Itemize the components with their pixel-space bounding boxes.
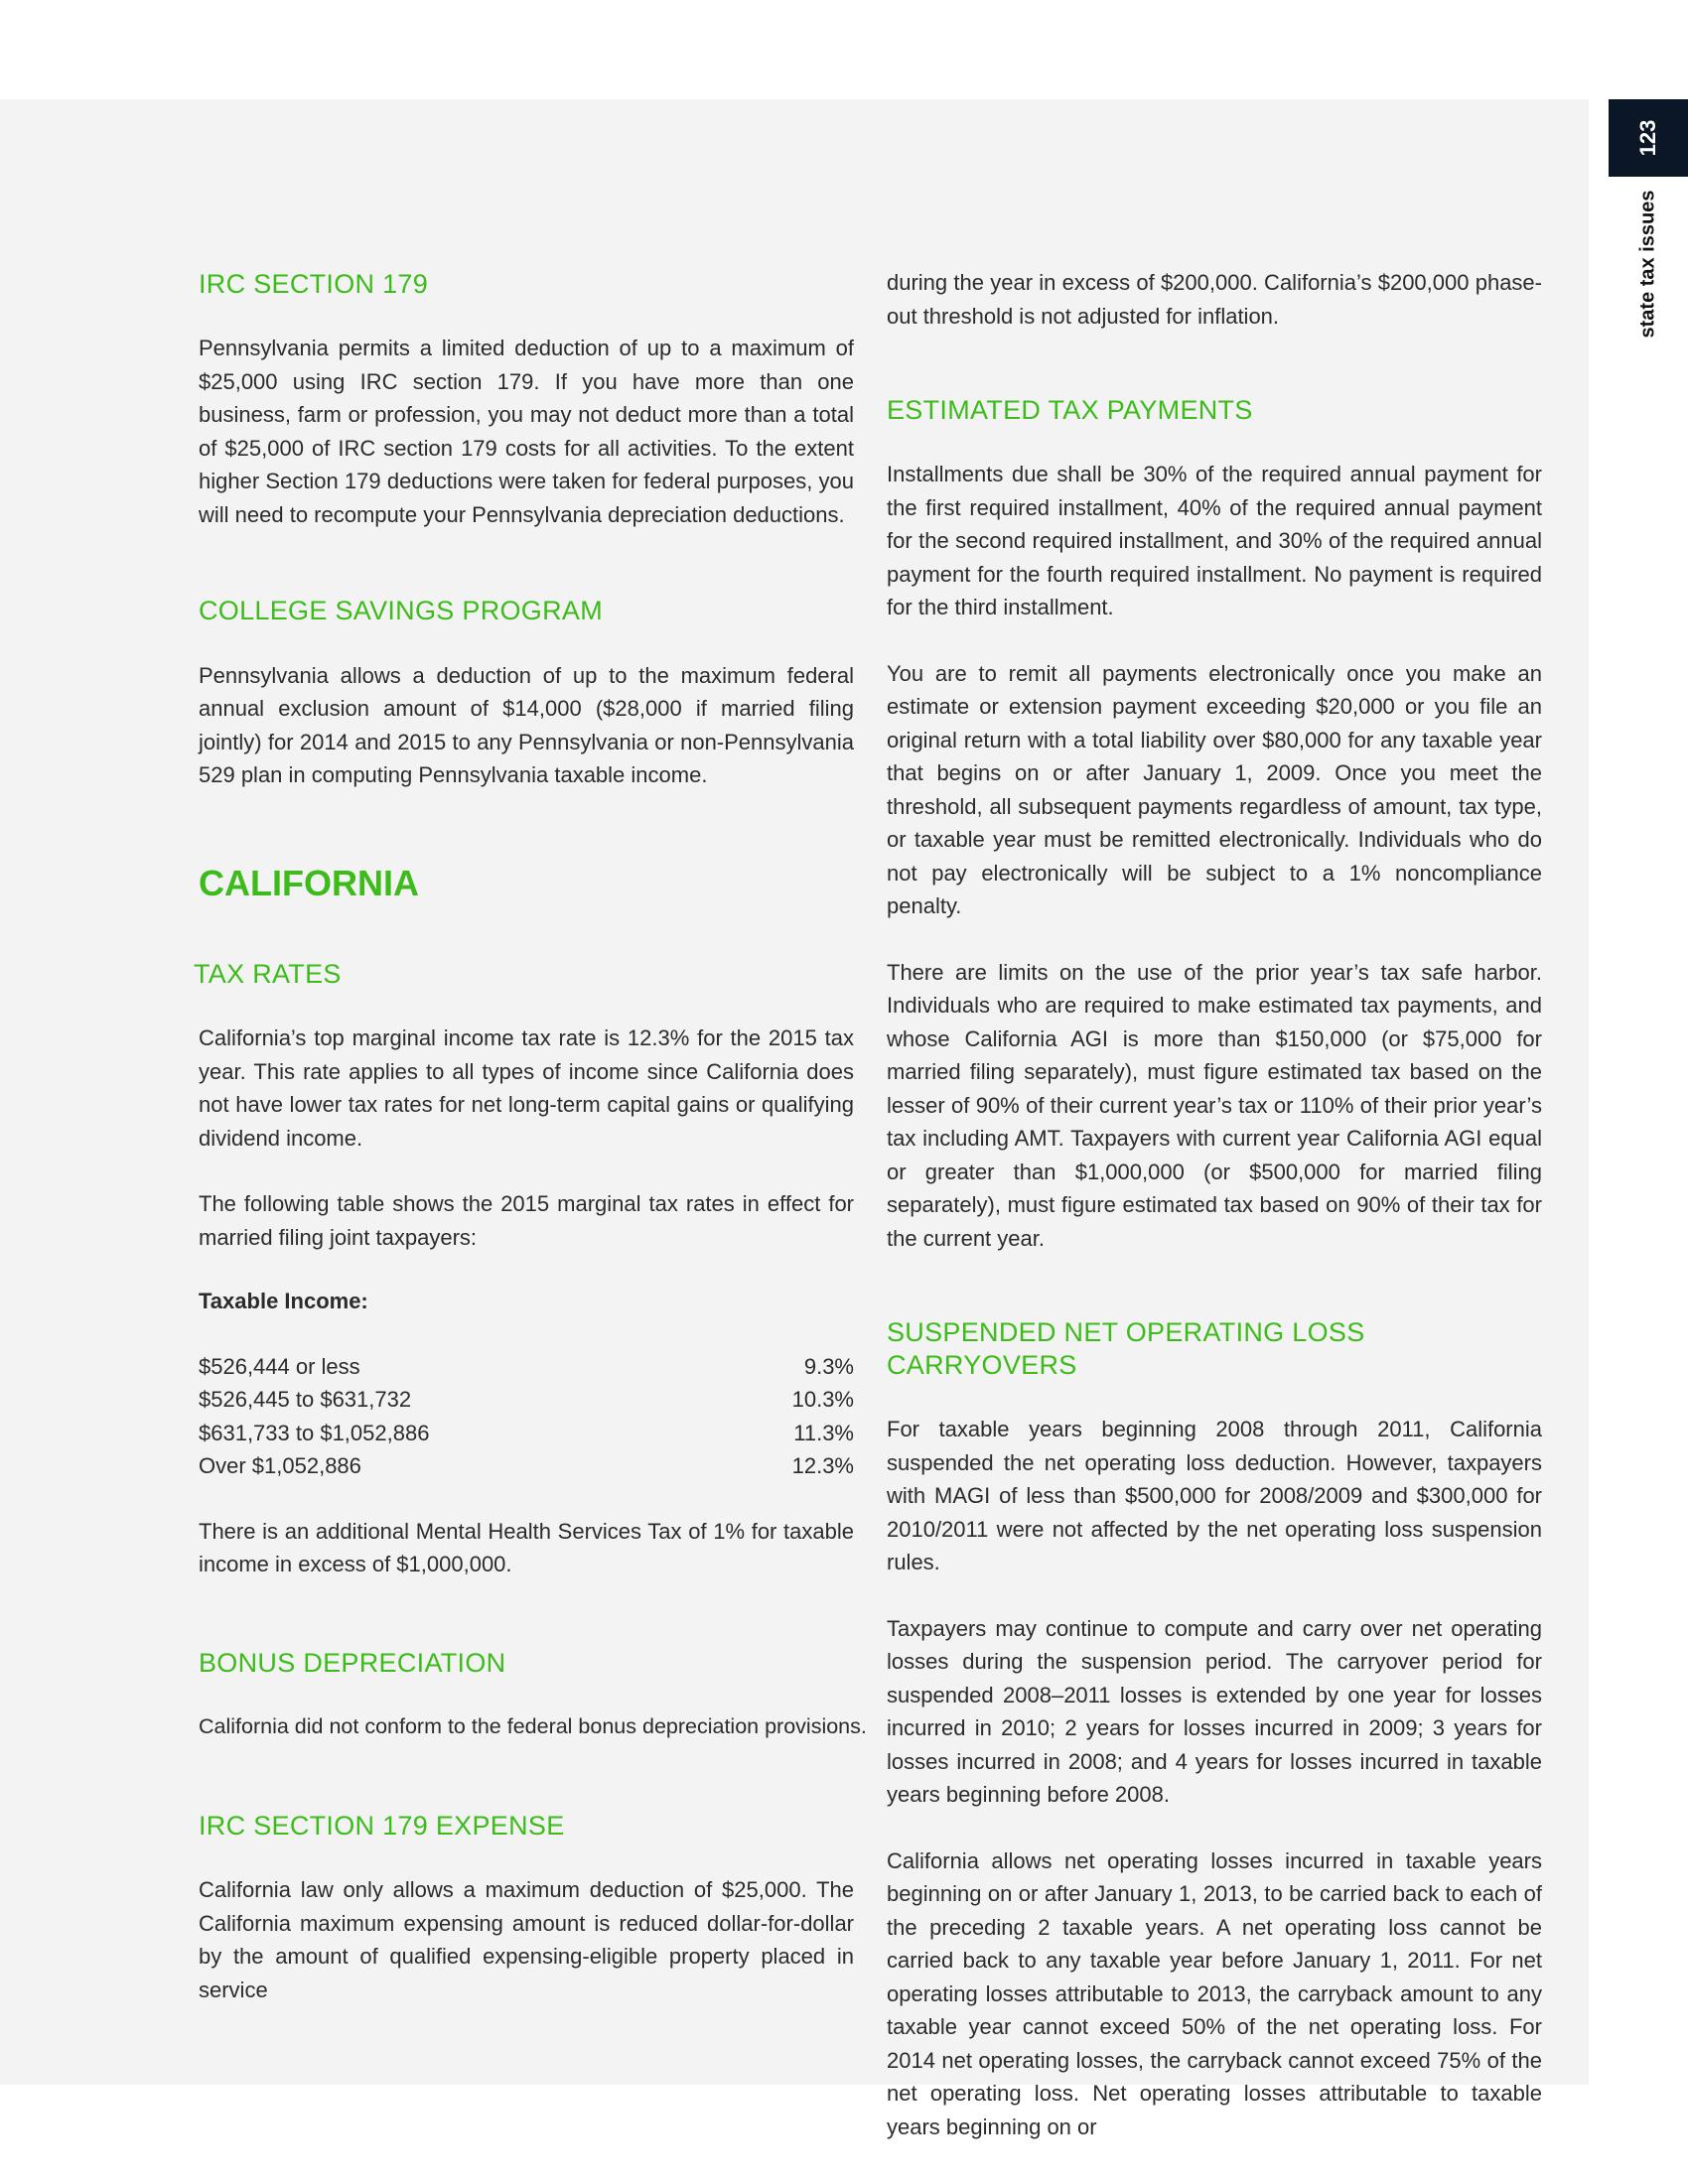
tax-rate: 9.3% [803, 1353, 854, 1379]
tax-rates-para-1: California’s top marginal income tax rate is 12.3% for the 2015 tax year. This rate applies to all types of income since California does not have lower tax rates for net long-term capital gains or qualifying dividend income. [199, 1025, 854, 1151]
taxable-income-label: Taxable Income: [199, 1289, 368, 1314]
suspended-nol-heading: SUSPENDED NET OPERATING LOSS CARRYOVERS [887, 1317, 1365, 1380]
estimated-tax-para-3: There are limits on the use of the prior year’s tax safe harbor. Individuals who are required to make estimated tax payments, and whose California AGI is more than $150,000 (or $75,000 for married filing separately), must figure estimated tax based on the lesser of 90% of their current year’s tax or 110% of their prior year’s tax including AMT. Taxpayers with current year California AGI equal or greater than $1,000,000 (or $500,000 for married filing separately), must figure estimated tax based on 90% of their tax for the current year. [887, 959, 1542, 1251]
irc-section-179-heading: IRC SECTION 179 [199, 269, 429, 299]
left-column [194, 268, 867, 2006]
suspended-nol-para-2: Taxpayers may continue to compute and carry over net operating losses during the suspension period. The carryover period for suspended 2008–2011 losses is extended by one year for losses incurred in 2010; 2 years for losses incurred in 2009; 3 years for losses incurred in 2008; and 4 years for losses incurred in taxable years beginning before 2008. [887, 1615, 1542, 1808]
income-bracket: $631,733 to $1,052,886 [199, 1420, 430, 1445]
estimated-tax-para-2: You are to remit all payments electronically once you make an estimate or extension payment exceeding $20,000 or you file an original return with a total liability over $80,000 for any taxable year that begins on or after January 1, 2009. Once you meet the threshold, all subsequent payments regardless of amount, tax type, or taxable year must be remitted electronically. Individuals who do not pay electronically will be subject to a 1% noncompliance penalty. [887, 660, 1542, 919]
table-row [199, 1383, 854, 1417]
irc-section-179-body: Pennsylvania permits a limited deduction of up to a maximum of $25,000 using IRC section 179. If you have more than one business, farm or profession, you may not deduct more than a total of $25,000 of IRC section 179 costs for all activities. To the extent higher Section 179 deductions were taken for federal purposes, you will need to recompute your Pennsylvania depreciation deductions. [199, 336, 854, 527]
irc-179-expense-heading: IRC SECTION 179 EXPENSE [199, 1810, 565, 1841]
tax-rates-para-2: The following table shows the 2015 marginal tax rates in effect for married filing joint taxpayers: [199, 1191, 854, 1250]
table-row [199, 1417, 854, 1450]
suspended-nol-para-3: California allows net operating losses incurred in taxable years beginning on or after January 1, 2013, to be carried back to each of the preceding 2 taxable years. A net operating loss cannot be carried back to any taxable year before January 1, 2011. For net operating losses attributable to 2013, the carryback amount to any taxable year cannot exceed 50% of the net operating loss. For 2014 net operating losses, the carryback cannot exceed 75% of the net operating loss. Net operating losses attributable to taxable years beginning on or [887, 1847, 1542, 2139]
suspended-nol-para-1: For taxable years beginning 2008 through 2011, California suspended the net operating loss deduction. However, taxpayers with MAGI of less than $500,000 for 2008/2009 and $300,000 for 2010/2011 were not affected by the net operating loss suspension rules. [887, 1417, 1542, 1575]
right-column [887, 266, 1542, 2143]
section-label [1628, 190, 1668, 339]
tax-rate: 11.3% [793, 1420, 854, 1445]
bonus-depreciation-body: California did not conform to the federal bonus depreciation provisions. [199, 1714, 867, 1739]
college-savings-body: Pennsylvania allows a deduction of up to the maximum federal annual exclusion amount of $14,000 ($28,000 if married filing jointly) for 2014 and 2015 to any Pennsylvania or non-Pennsylvania 529 plan in computing Pennsylvania taxable income. [199, 662, 854, 788]
income-bracket: Over $1,052,886 [199, 1453, 361, 1479]
estimated-tax-heading: ESTIMATED TAX PAYMENTS [887, 395, 1253, 425]
page-number-tab [1609, 99, 1688, 177]
tax-rate: 12.3% [791, 1453, 854, 1479]
table-row [199, 1350, 854, 1384]
california-title: CALIFORNIA [199, 862, 419, 903]
tax-rates-heading: TAX RATES [194, 958, 342, 989]
income-bracket: $526,445 to $631,732 [199, 1387, 412, 1413]
mental-health-tax-note: There is an additional Mental Health Services Tax of 1% for taxable income in excess of $1,000,000. [199, 1518, 854, 1577]
tax-rate-table [199, 1350, 854, 1483]
income-bracket: $526,444 or less [199, 1353, 360, 1379]
table-row [199, 1449, 854, 1483]
estimated-tax-para-1: Installments due shall be 30% of the required annual payment for the first required installment, 40% of the required annual payment for the second required installment, and 30% of the required annual payment for the fourth required installment. No payment is required for the third installment. [887, 462, 1542, 620]
section-label-text: state tax issues [1636, 190, 1659, 339]
bonus-depreciation-heading: BONUS DEPRECIATION [199, 1647, 506, 1678]
irc-179-expense-body: California law only allows a maximum deduction of $25,000. The California maximum expensing amount is reduced dollar-for-dollar by the amount of qualified expensing-eligible property placed in service [199, 1877, 854, 2002]
page-number: 123 [1635, 119, 1660, 157]
tax-rate: 10.3% [791, 1387, 854, 1413]
college-savings-heading: COLLEGE SAVINGS PROGRAM [199, 596, 603, 626]
phase-out-continuation: during the year in excess of $200,000. California’s $200,000 phase-out threshold is not adjusted for inflation. [887, 270, 1542, 329]
